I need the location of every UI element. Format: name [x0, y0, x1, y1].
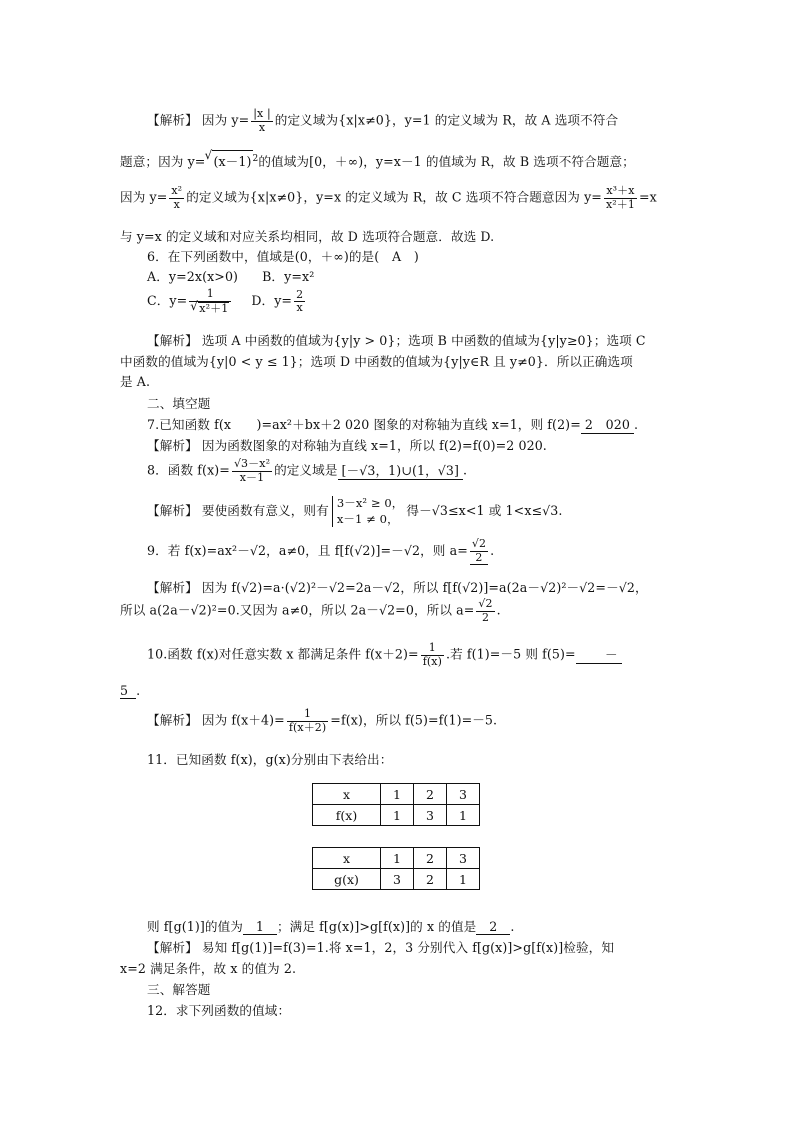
fraction: [287, 708, 328, 734]
answer-blank: [470, 538, 488, 565]
line-solution-5a: [147, 108, 618, 134]
fraction: [251, 108, 273, 134]
table-cell: x: [313, 848, 381, 869]
numerator: 1: [421, 642, 444, 656]
table-cell: 3: [381, 869, 414, 890]
text: 【解析】 因为 f(x＋4)=: [147, 712, 285, 728]
table-cell: 1: [447, 869, 480, 890]
denominator: f(x＋2): [288, 720, 327, 734]
text: .: [496, 602, 501, 618]
radical: √ x²＋1: [198, 302, 229, 316]
text: 10.函数 f(x)对任意实数 x 都满足条件 f(x＋2)=: [147, 646, 419, 662]
table-cell: 2: [414, 869, 447, 890]
question-12: 12．求下列函数的值域：: [147, 1003, 291, 1018]
question-6-options-ab: [147, 266, 314, 285]
numerator: |x |: [253, 107, 271, 120]
solution-9-line1: 【解析】 因为 f(√2)=a·(√2)²－√2=2a－√2，所以 f[f(√2)]=a(2a－√2)²－√2=－√2，: [147, 580, 648, 595]
text: 的定义域为{x|x≠0}，y=x 的定义域为 R，故 C 选项不符合题意因为 y=: [186, 189, 602, 205]
denominator: x: [258, 120, 266, 134]
table-cell: 2: [414, 848, 447, 869]
numerator: 1: [287, 708, 328, 722]
section-fill-in: 二、填空题: [147, 396, 211, 411]
option-b: B．y=x²: [262, 269, 315, 284]
answer-blank: 2 020: [581, 414, 634, 434]
denominator: x: [173, 197, 180, 211]
question-10: [147, 642, 622, 668]
system-line: 3－x² ≥ 0，: [336, 496, 404, 510]
table-cell: 3: [414, 805, 447, 826]
fraction: [476, 598, 494, 624]
text: ；满足 f[g(x)]>g[f(x)]的 x 的值是: [276, 919, 477, 934]
table-row: [313, 869, 480, 890]
question-11-tail: [147, 916, 514, 935]
text: .: [463, 462, 468, 478]
text: =f(x)，所以 f(5)=f(1)=－5.: [330, 712, 498, 728]
denominator: [189, 302, 231, 316]
table-cell: 1: [381, 848, 414, 869]
numerator: 2: [296, 287, 304, 301]
text: 【解析】 因为 y=: [147, 112, 250, 128]
text: 7.已知函数 f(x )=ax²＋bx＋2 020 图象的对称轴为直线 x=1，则 f(2)=: [147, 417, 581, 432]
option-a: A．y=2x(x>0): [147, 269, 239, 284]
text: =x: [638, 189, 657, 205]
table-cell: g(x): [313, 869, 381, 890]
solution-6-line3: 是 A.: [120, 374, 151, 389]
question-7: [147, 414, 638, 434]
solution-6-line2: 中函数的值域为{y|0 < y ≤ 1}；选项 D 中函数的值域为{y|y∈R 且 y≠0}．所以正确选项: [120, 354, 633, 369]
answer-blank: 1: [243, 919, 277, 935]
denominator: 2: [481, 610, 490, 624]
text: 则 f[g(1)]的值为: [147, 919, 243, 934]
solution-7: 【解析】 因为函数图象的对称轴为直线 x=1，所以 f(2)=f(0)=2 020.: [147, 438, 547, 453]
fraction: [232, 458, 272, 484]
text: .: [136, 683, 141, 698]
question-9: [147, 538, 494, 565]
text: .若 f(1)=－5 则 f(5)=: [445, 646, 576, 662]
solution-8: [147, 496, 563, 527]
text: 因为 y=: [120, 189, 168, 205]
text: .: [490, 543, 495, 559]
text: 的定义域是: [274, 462, 338, 478]
solution-9-line2: [120, 598, 501, 624]
fraction: [604, 185, 637, 211]
numerator: √2: [471, 537, 487, 550]
denominator: x－1: [239, 470, 265, 484]
text: 【解析】 要使函数有意义，则有: [147, 503, 329, 519]
answer-blank: －: [576, 644, 622, 664]
section-answer: 三、解答题: [147, 982, 211, 997]
table-row: [313, 784, 480, 805]
table-cell: x: [313, 784, 381, 805]
line-solution-5d: 与 y=x 的定义域和对应关系均相同，故 D 选项符合题意．故选 D.: [120, 229, 495, 244]
radical: √ (x－1): [212, 150, 252, 170]
fraction: [421, 642, 444, 668]
fraction: [189, 288, 231, 315]
numerator: x³＋x: [604, 185, 637, 199]
numerator: 1: [189, 288, 231, 302]
text: 得－√3≤x<1 或 1<x≤√3.: [406, 503, 563, 519]
numerator: √3－x²: [233, 457, 271, 470]
numerator: √2: [478, 597, 493, 610]
text: 所以 a(2a－√2)²=0.又因为 a≠0，所以 2a－√2=0，所以 a=: [120, 602, 475, 618]
table-cell: f(x): [313, 805, 381, 826]
question-11: 11．已知函数 f(x)，g(x)分别由下表给出：: [147, 752, 393, 767]
text: 8．函数 f(x)=: [147, 462, 230, 478]
table-cell: 3: [447, 848, 480, 869]
system-line: x－1 ≠ 0，: [336, 511, 399, 526]
denominator: x: [296, 301, 303, 315]
question-6: 6．在下列函数中，值域是(0，＋∞)的是( A ): [147, 249, 419, 264]
answer-blank: 2: [476, 919, 510, 935]
option-d: D．y=: [251, 293, 293, 309]
text: 9．若 f(x)=ax²－√2，a≠0，且 f[f(√2)]=－√2，则 a=: [147, 543, 468, 559]
text: .: [634, 417, 639, 432]
line-solution-5b: 题意；因为 y=√ $(x-1)^2$的值域为[0，＋∞)，y=x－1 的值域为 R，故 B 选项不符合题意；: [120, 150, 635, 170]
solution-10: [147, 708, 497, 734]
table-f: [312, 783, 480, 826]
table-cell: 1: [447, 805, 480, 826]
answer-blank: 5: [120, 683, 136, 699]
table-cell: 2: [414, 784, 447, 805]
option-c: C．y=: [147, 293, 188, 309]
table-row: [313, 805, 480, 826]
denominator: x²＋1: [605, 197, 635, 211]
question-8: [147, 458, 467, 484]
denominator: f(x): [422, 654, 442, 668]
answer-blank: [－√3，1)∪(1，√3]: [338, 460, 464, 480]
text: 的值域为[0，＋∞)，y=x－1 的值域为 R，故 B 选项不符合题意；: [258, 154, 635, 169]
table-g: [312, 847, 480, 890]
table-cell: 1: [381, 805, 414, 826]
question-10-cont: [120, 683, 140, 699]
line-solution-5c: [120, 185, 657, 211]
question-6-options-cd: [147, 288, 307, 315]
solution-6-line1: 【解析】 选项 A 中函数的值域为{y|y > 0}；选项 B 中函数的值域为{y|y≥0}；选项 C: [147, 333, 646, 348]
text: 题意；因为 y=: [120, 154, 206, 169]
fraction: [294, 289, 305, 315]
text: 的定义域为{x|x≠0}，y=1 的定义域为 R，故 A 选项不符合: [274, 112, 619, 128]
table-cell: 1: [381, 784, 414, 805]
solution-11-line1: 【解析】 易知 f[g(1)]=f(3)=1.将 x=1，2，3 分别代入 f[g(x)]>g[f(x)]检验，知: [147, 940, 615, 955]
table-cell: 3: [447, 784, 480, 805]
solution-11-line2: x=2 满足条件，故 x 的值为 2.: [120, 961, 297, 976]
text: .: [510, 919, 515, 934]
table-row: [313, 848, 480, 869]
denominator: 2: [475, 550, 483, 564]
fraction: [169, 185, 184, 211]
inequality-system: [332, 496, 404, 527]
numerator: x²: [171, 184, 183, 197]
